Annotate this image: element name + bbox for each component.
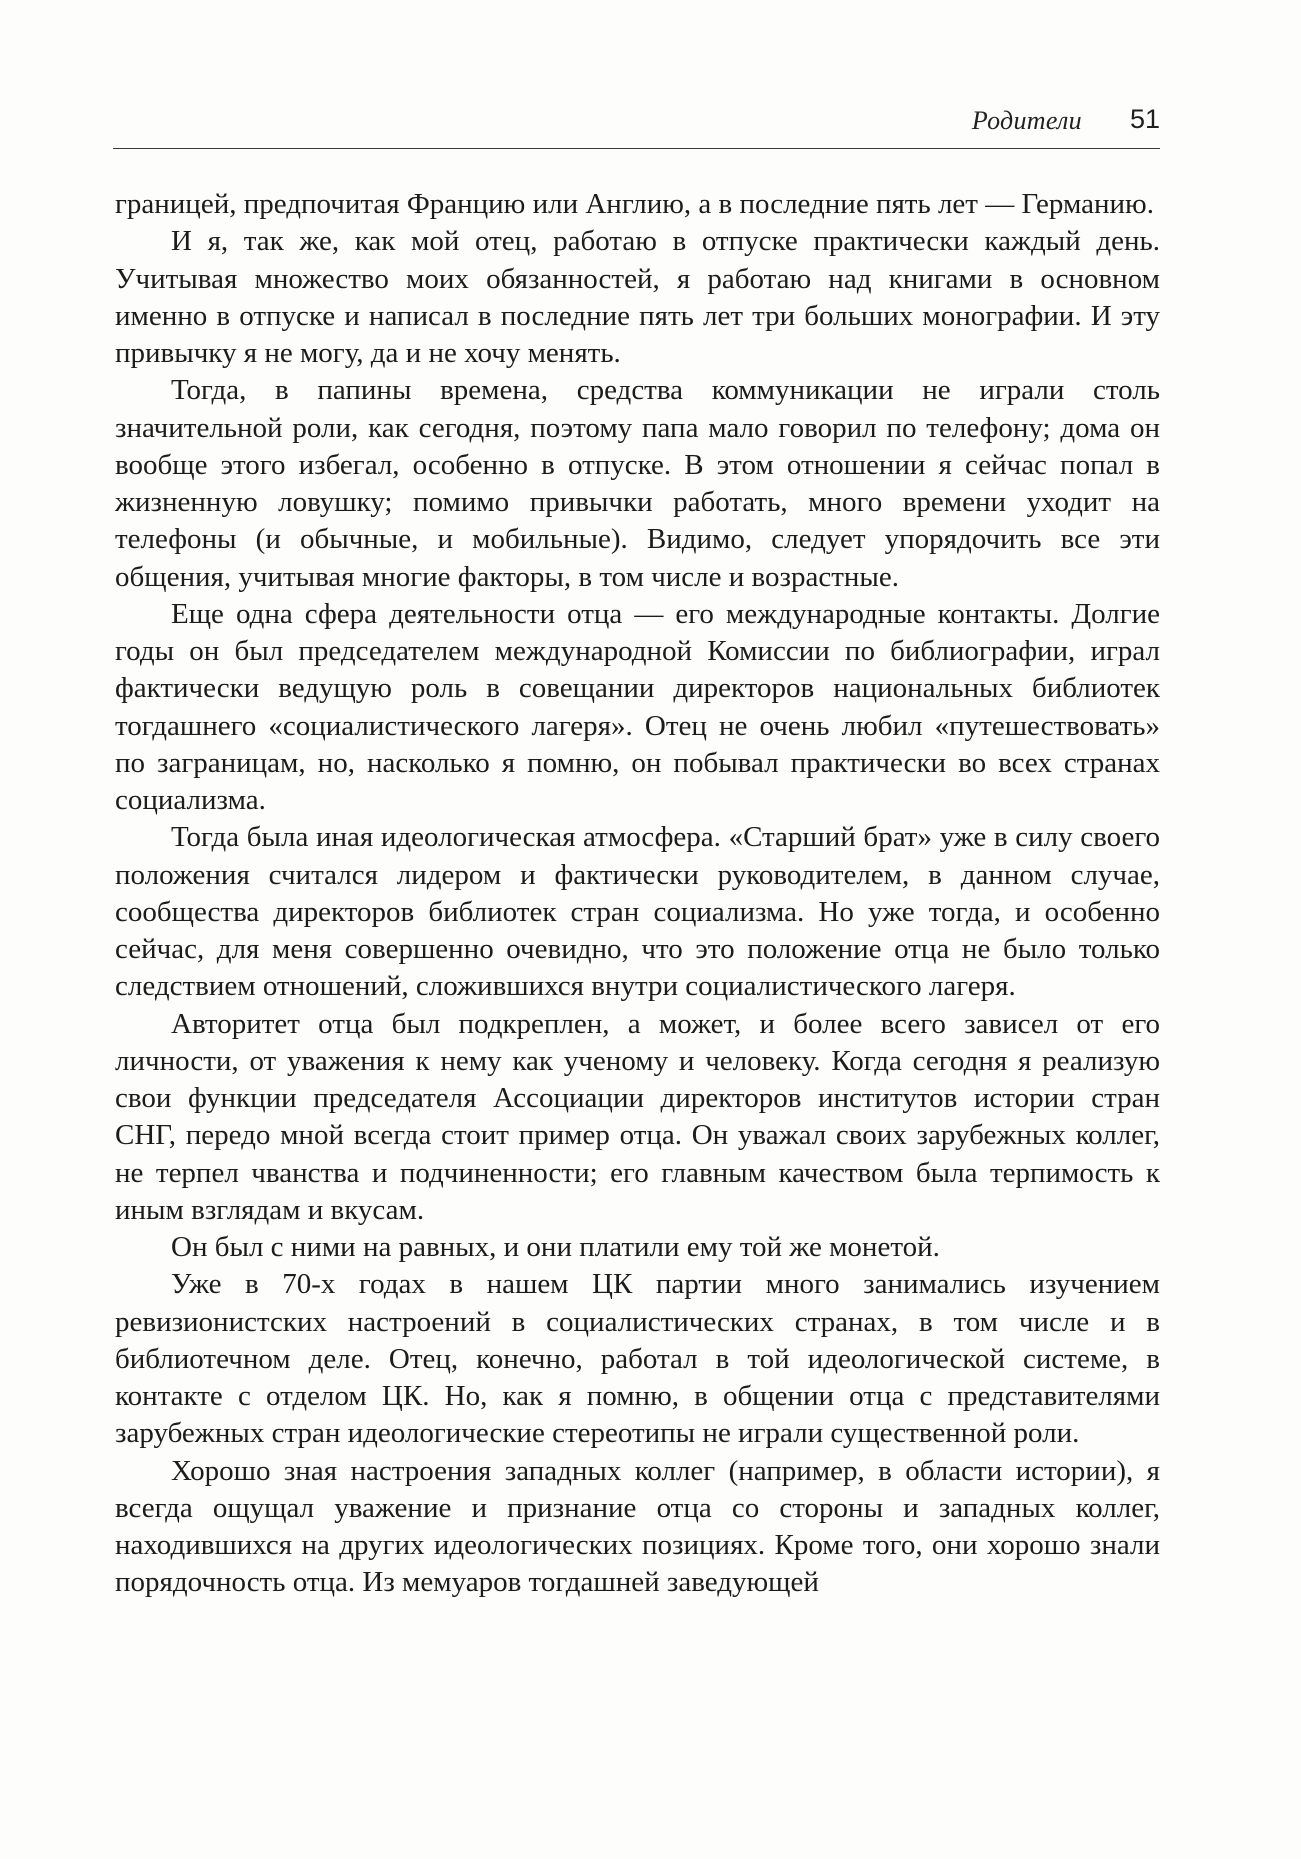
page-header: [113, 104, 1160, 149]
body-text: [115, 186, 1160, 1602]
page-number: 51: [1129, 104, 1160, 134]
paragraph: Он был с ними на равных, и они платили ему той же монетой.: [171, 1231, 940, 1263]
running-title: Родители: [971, 106, 1082, 135]
paragraph: Хорошо зная настроения западных коллег (например, в области истории), я всегда ощущал уважение и признание отца со стороны и западных коллег, находившихся на других идеологических позициях. Кроме того, они хорошо знали порядочность отца. Из мемуаров тогдашней заведующей: [115, 1454, 1160, 1599]
paragraph: Авторитет отца был подкреплен, а может, и более всего зависел от его личности, от уважения к нему как ученому и человеку. Когда сегодня я реализую свои функции председателя Ассоциации директоров институтов истории стран СНГ, передо мной всегда стоит пример отца. Он уважал своих зарубежных коллег, не терпел чванства и подчиненности; его главным качеством была терпимость к иным взглядам и вкусам.: [115, 1007, 1160, 1226]
paragraph: Тогда, в папины времена, средства коммуникации не играли столь значительной роли, как сегодня, поэтому папа мало говорил по телефону; дома он вообще этого избегал, особенно в отпуске. В этом отношении я сейчас попал в жизненную ловушку; помимо привычки работать, много времени уходит на телефоны (и обычные, и мобильные). Видимо, следует упорядочить все эти общения, учитывая многие факторы, в том числе и возрастные.: [115, 374, 1160, 593]
paragraph: Еще одна сфера деятельности отца — его международные контакты. Долгие годы он был председателем международной Комиссии по библиографии, играл фактически ведущую роль в совещании директоров национальных библиотек тогдашнего «социалистического лагеря». Отец не очень любил «путешествовать» по заграницам, но, насколько я помню, он побывал практически во всех странах социализма.: [115, 597, 1160, 816]
paragraph: Уже в 70-х годах в нашем ЦК партии много занимались изучением ревизионистских настроений в социалистических странах, в том числе и в библиотечном деле. Отец, конечно, работал в той идеологической системе, в контакте с отделом ЦК. Но, как я помню, в общении отца с представителями зарубежных стран идеологические стереотипы не играли существенной роли.: [115, 1268, 1160, 1450]
paragraph: границей, предпочитая Францию или Англию, а в последние пять лет — Германию.: [115, 188, 1154, 220]
paragraph: Тогда была иная идеологическая атмосфера. «Старший брат» уже в силу своего положения считался лидером и фактически руководителем, в данном случае, сообщества директоров библиотек стран социализма. Но уже тогда, и особенно сейчас, для меня совершенно очевидно, что это положение отца не было только следствием отношений, сложившихся внутри социалистического лагеря.: [115, 821, 1160, 1003]
paragraph: И я, так же, как мой отец, работаю в отпуске практически каждый день. Учитывая множество моих обязанностей, я работаю над книгами в основном именно в отпуске и написал в последние пять лет три больших монографии. И эту привычку я не могу, да и не хочу менять.: [115, 225, 1160, 369]
